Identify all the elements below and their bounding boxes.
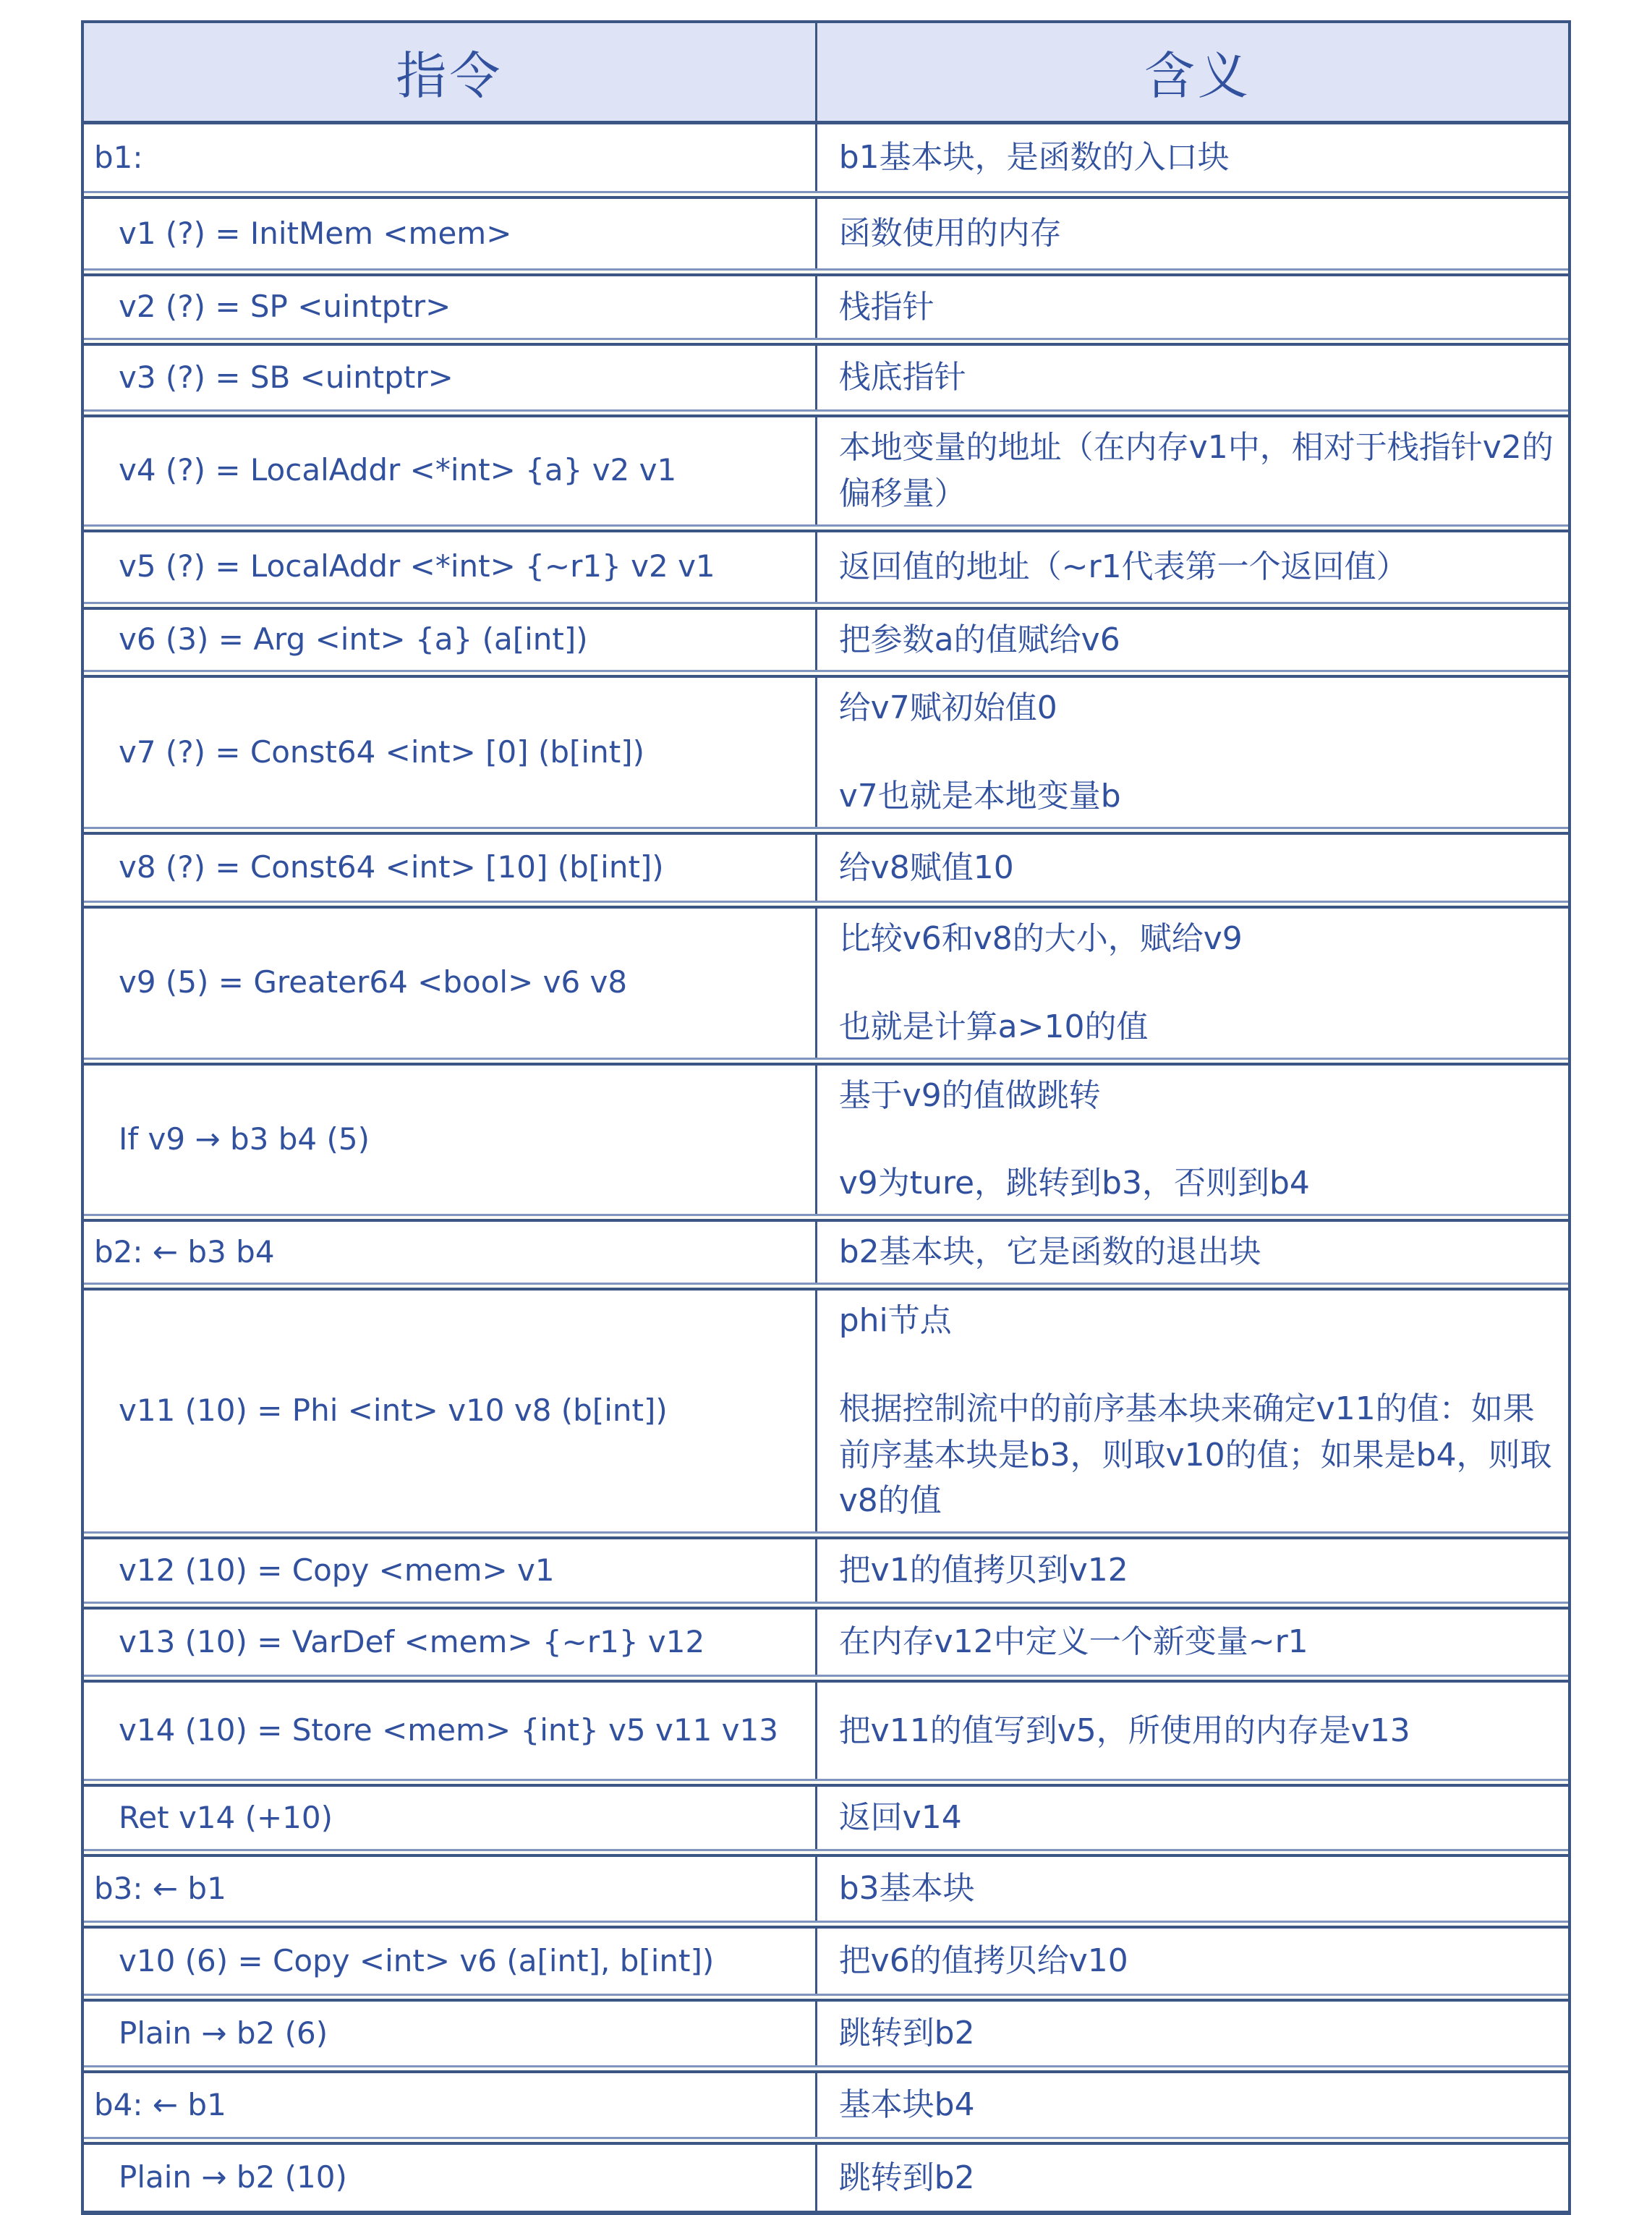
meaning-paragraph: 把v6的值拷贝给v10 — [838, 1942, 1128, 1980]
instruction-text: Ret v14 (+10) — [119, 1799, 333, 1835]
instruction-text: v4 (?) = LocalAddr <*int> {a} v2 v1 — [119, 452, 677, 488]
instruction-text: v6 (3) = Arg <int> {a} (a[int]) — [119, 621, 588, 658]
instruction-text: v7 (?) = Const64 <int> [0] (b[int]) — [119, 734, 644, 770]
meaning-paragraph: 基于v9的值做跳转 — [838, 1076, 1101, 1114]
instruction-text: If v9 → b3 b4 (5) — [119, 1121, 370, 1157]
meaning-paragraph: 函数使用的内存 — [838, 215, 1062, 252]
table-row — [84, 273, 1568, 340]
meaning-paragraph: 比较v6和v8的大小，赋给v9 — [838, 919, 1243, 957]
meaning-paragraph: 把参数a的值赋给v6 — [838, 621, 1120, 658]
table-row — [84, 343, 1568, 412]
instruction-cell — [84, 2145, 817, 2211]
instruction-cell — [84, 1066, 817, 1215]
table-row — [84, 530, 1568, 604]
meaning-cell — [817, 417, 1568, 524]
instruction-text: b2: ← b3 b4 — [94, 1233, 275, 1270]
column-header-meaning: 含义 — [1144, 46, 1251, 106]
meaning-cell — [817, 532, 1568, 602]
instruction-text: v10 (6) = Copy <int> v6 (a[int], b[int]) — [119, 1942, 715, 1978]
table-row — [84, 1219, 1568, 1285]
meaning-cell — [817, 1610, 1568, 1675]
table-body — [84, 124, 1568, 2211]
meaning-paragraph: 根据控制流中的前序基本块来确定v11的值：如果前序基本块是b3，则取v10的值；如果是b4，则取v8的值 — [838, 1390, 1552, 1520]
meaning-paragraph: 跳转到b2 — [838, 2159, 975, 2196]
instruction-cell — [84, 417, 817, 524]
instruction-cell — [84, 678, 817, 827]
meaning-cell — [817, 1857, 1568, 1921]
instruction-cell — [84, 835, 817, 901]
instruction-text: v9 (5) = Greater64 <bool> v6 v8 — [119, 964, 628, 1000]
table-row — [84, 607, 1568, 673]
meaning-cell — [817, 2073, 1568, 2137]
instruction-text: b1: — [94, 139, 143, 175]
instruction-text: v3 (?) = SB <uintptr> — [119, 359, 454, 395]
meaning-cell — [817, 1222, 1568, 1283]
meaning-paragraph: b3基本块 — [838, 1870, 975, 1908]
table-row — [84, 2070, 1568, 2139]
meaning-paragraph: 跳转到b2 — [838, 2015, 975, 2052]
meaning-cell — [817, 1539, 1568, 1602]
table-row — [84, 1784, 1568, 1851]
meaning-cell — [817, 1066, 1568, 1215]
meaning-cell — [817, 909, 1568, 1058]
meaning-cell — [817, 276, 1568, 338]
meaning-paragraph: v9为ture，跳转到b3，否则到b4 — [838, 1165, 1310, 1202]
meaning-paragraph: 基本块b4 — [838, 2086, 975, 2124]
instruction-text: v11 (10) = Phi <int> v10 v8 (b[int]) — [119, 1393, 668, 1429]
instruction-cell — [84, 2002, 817, 2065]
meaning-cell — [817, 346, 1568, 409]
table-row — [84, 906, 1568, 1060]
meaning-cell — [817, 1787, 1568, 1849]
meaning-paragraph: phi节点 — [838, 1301, 952, 1339]
instruction-text: v5 (?) = LocalAddr <*int> {~r1} v2 v1 — [119, 548, 715, 584]
meaning-paragraph: 给v7赋初始值0 — [838, 689, 1057, 727]
meaning-paragraph: 把v11的值写到v5，所使用的内存是v13 — [838, 1712, 1410, 1749]
table-row — [84, 1854, 1568, 1923]
instruction-cell — [84, 1683, 817, 1779]
meaning-cell — [817, 2145, 1568, 2211]
meaning-paragraph: 本地变量的地址（在内存v1中，相对于栈指针v2的偏移量） — [838, 429, 1554, 512]
instruction-text: v8 (?) = Const64 <int> [10] (b[int]) — [119, 849, 664, 885]
instruction-cell — [84, 1539, 817, 1602]
meaning-paragraph: b2基本块，它是函数的退出块 — [838, 1233, 1261, 1271]
instruction-text: v13 (10) = VarDef <mem> {~r1} v12 — [119, 1623, 705, 1659]
table-row — [84, 124, 1568, 193]
meaning-paragraph: b1基本块，是函数的入口块 — [838, 139, 1230, 177]
table-row — [84, 1288, 1568, 1534]
instruction-cell — [84, 610, 817, 671]
meaning-paragraph: v7也就是本地变量b — [838, 778, 1121, 815]
table-row — [84, 1999, 1568, 2067]
meaning-paragraph: 给v8赋值10 — [838, 849, 1014, 886]
table-row — [84, 196, 1568, 271]
instruction-cell — [84, 1787, 817, 1849]
instruction-cell — [84, 276, 817, 338]
meaning-cell — [817, 835, 1568, 901]
meaning-cell — [817, 124, 1568, 191]
instruction-cell — [84, 909, 817, 1058]
instruction-text: Plain → b2 (6) — [119, 2015, 328, 2051]
instruction-cell — [84, 1222, 817, 1283]
instruction-text: v12 (10) = Copy <mem> v1 — [119, 1552, 555, 1588]
meaning-cell — [817, 678, 1568, 827]
meaning-paragraph: 栈指针 — [838, 288, 934, 326]
meaning-cell — [817, 610, 1568, 671]
meaning-cell — [817, 1291, 1568, 1531]
instruction-text: v14 (10) = Store <mem> {int} v5 v11 v13 — [119, 1712, 778, 1748]
instruction-cell — [84, 2073, 817, 2137]
table-row — [84, 1680, 1568, 1781]
meaning-cell — [817, 1683, 1568, 1779]
instruction-text: v1 (?) = InitMem <mem> — [119, 215, 512, 251]
table-row — [84, 675, 1568, 829]
meaning-paragraph: 也就是计算a>10的值 — [838, 1008, 1149, 1045]
ssa-instruction-table — [81, 20, 1571, 2215]
meaning-paragraph: 把v1的值拷贝到v12 — [838, 1552, 1128, 1589]
table-header-row — [84, 23, 1568, 124]
meaning-paragraph: 返回v14 — [838, 1799, 962, 1837]
instruction-cell — [84, 124, 817, 191]
instruction-cell — [84, 1857, 817, 1921]
meaning-cell — [817, 2002, 1568, 2065]
instruction-text: v2 (?) = SP <uintptr> — [119, 289, 451, 325]
instruction-cell — [84, 346, 817, 409]
meaning-paragraph: 在内存v12中定义一个新变量~r1 — [838, 1623, 1308, 1661]
meaning-cell — [817, 199, 1568, 268]
meaning-paragraph: 栈底指针 — [838, 359, 966, 396]
table-row — [84, 1536, 1568, 1604]
column-header-instruction: 指令 — [84, 23, 817, 121]
instruction-text: Plain → b2 (10) — [119, 2159, 347, 2195]
instruction-cell — [84, 1929, 817, 1994]
instruction-text: b4: ← b1 — [94, 2086, 226, 2122]
instruction-cell — [84, 1610, 817, 1675]
table-row — [84, 832, 1568, 903]
instruction-cell — [84, 1291, 817, 1531]
table-row — [84, 1607, 1568, 1677]
instruction-cell — [84, 199, 817, 268]
table-row — [84, 1926, 1568, 1996]
table-row — [84, 414, 1568, 527]
table-row — [84, 1063, 1568, 1217]
meaning-cell — [817, 1929, 1568, 1994]
instruction-text: b3: ← b1 — [94, 1870, 226, 1906]
table-row — [84, 2142, 1568, 2211]
meaning-paragraph: 返回值的地址（~r1代表第一个返回值） — [838, 548, 1408, 585]
instruction-cell — [84, 532, 817, 602]
